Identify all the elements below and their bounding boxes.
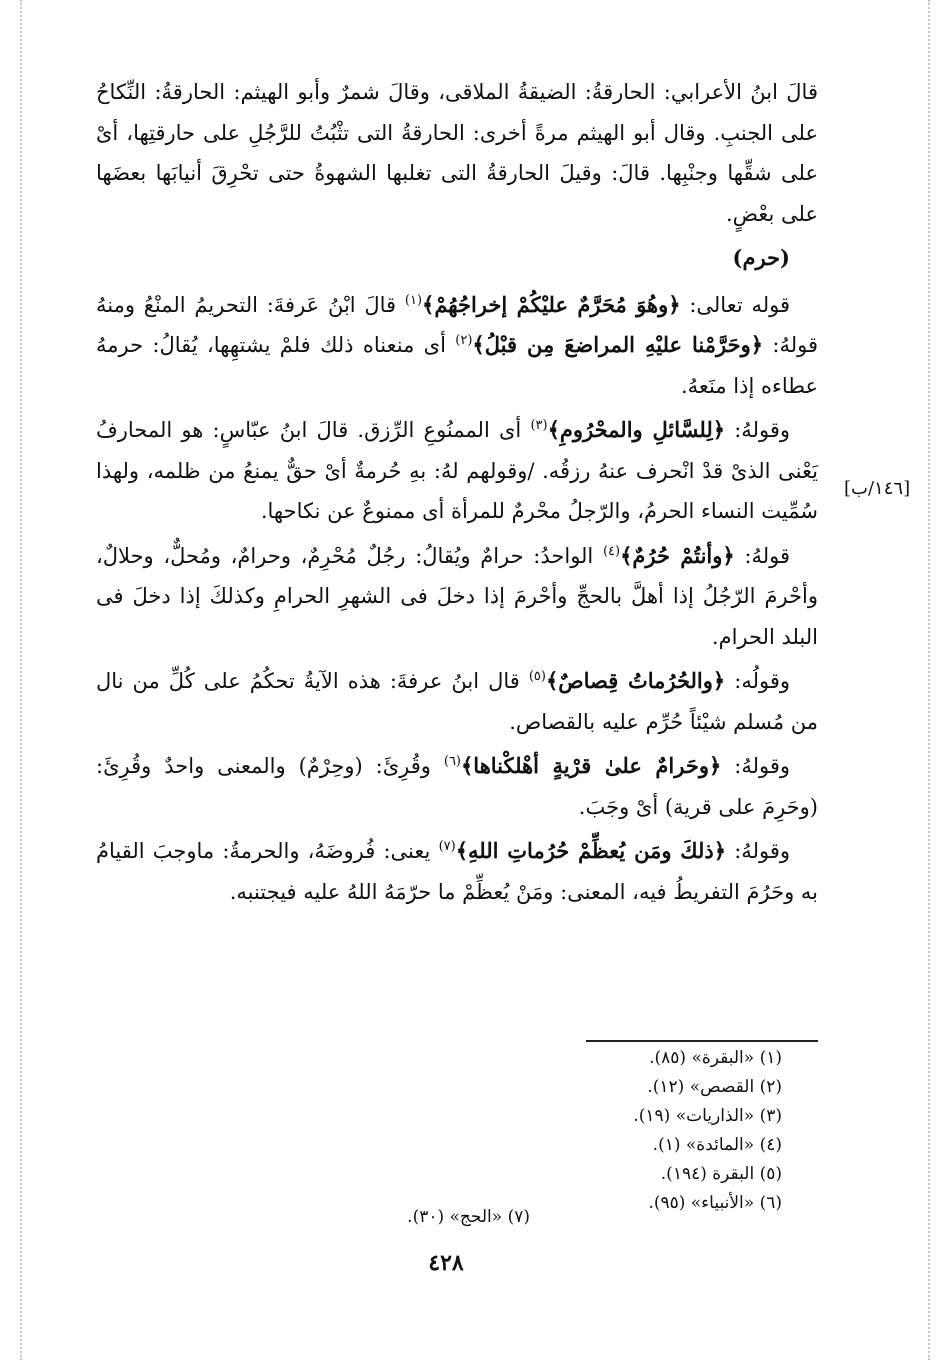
paragraph-2-mid: قالَ ابْنُ عَرفةَ: التحريمُ المنْعُ ومنهُ قولهُ:: [96, 292, 819, 357]
paragraph-2-post: أى منعناه ذلك فلمْ يشتهِها، يُقالُ: حرمهُ عطاءه إذا منَعهُ.: [96, 333, 818, 398]
binding-dots-right: [928, 0, 930, 1360]
paragraph-6-pre: وقولهُ:: [721, 754, 791, 778]
footnote-1: (١) «البقرة» (٨٥).: [649, 1048, 782, 1068]
footnote-ref-4: (٤): [602, 543, 621, 559]
paragraph-7: [96, 831, 818, 912]
paragraph-3-pre: وقولهُ:: [725, 418, 790, 442]
quran-quote-7: ﴿ذلكَ ومَن يُعظِّمْ حُرُماتِ اللهِ﴾: [455, 838, 727, 863]
quran-quote-5: ﴿والحُرُماتُ قِصاصٌ﴾: [545, 668, 726, 693]
binding-dots-left: [20, 0, 22, 1360]
footnote-6: (٦) «الأنبياء» (٩٥).: [648, 1193, 782, 1213]
footnote-ref-2: (٢): [455, 333, 473, 348]
page-number: ٤٢٨: [428, 1250, 464, 1276]
paragraph-3-post: أى الممنُوعِ الرِّزق. قالَ ابنُ عبّاسٍ: هو المحارفُ يَعْنى الذىْ قدْ انْحرف عنهُ رزقُه. /وقولهم لهُ: بهِ حُرمةٌ أىْ حقٌّ يمنعُ من ظلمه، ولهذا سُمِّيت النساء الحرمُ، والرّجلُ محْرمٌ للمرأة أى ممنوعٌ عن نكاحها.: [96, 418, 818, 523]
paragraph-1: قالَ ابنُ الأعرابي: الحارقةُ: الضيقةُ الملاقى، وقالَ شمرٌ وأبو الهيثم: الحارقةُ: النِّكاحُ على الجنبِ. وقال أبو الهيثم مرةً أخرى: الحارقةُ التى تثْبُتُ للرَّجُلِ على حارقتِها، أىْ على شقِّها وجنْبِها. قالَ: وقيلَ الحارقةُ التى تغلبها الشهوةُ حتى تحْرِقَ أنيابَها بعضَها على بعْضٍ.: [96, 80, 818, 226]
footnote-3: (٣) «الذاريات» (١٩).: [633, 1106, 782, 1126]
paragraph-6-post: وقُرِئَ: (وحِرْمٌ) والمعنى واحدٌ وقُرِئَ: (وحَرِمَ على قرية) أىْ وجَبَ.: [96, 754, 818, 819]
main-text: [96, 72, 818, 916]
quran-quote-2: ﴿وحَرَّمْنا عليْهِ المراضعَ مِن قبْلُ﴾: [472, 332, 764, 357]
footnote-7: (٧) «الحج» (٣٠).: [407, 1207, 530, 1227]
paragraph-6: [96, 746, 818, 827]
paragraph-4: [96, 536, 818, 658]
paragraph-5: [96, 661, 818, 742]
quran-quote-6: ﴿وحَرامٌ علىٰ قرْيةٍ أهْلكْناها﴾: [461, 753, 722, 778]
section-heading: (حرم): [732, 245, 790, 270]
paragraph-7-pre: وقولهُ:: [726, 839, 790, 863]
paragraph-5-pre: وقولُه:: [725, 669, 790, 693]
quran-quote-4: ﴿وأنتُمْ حُرُمٌ﴾: [620, 542, 735, 568]
footnotes-list: [560, 1044, 782, 1218]
paragraph-2: [96, 285, 818, 407]
paragraph-4-pre: قولهُ:: [734, 543, 791, 568]
footnote-5: (٥) البقرة (١٩٤).: [660, 1164, 782, 1184]
quran-quote-1: ﴿وهُوَ مُحَرَّمٌ عليْكُمْ إخراجُهُمْ﴾: [422, 291, 681, 317]
paragraph-4-post: الواحدُ: حرامٌ ويُقالُ: رجُلٌ مُحْرِمٌ، وحرامٌ، ومُحلٌّ، وحلالٌ، وأحْرمَ الرّجُلُ إذا أهلَّ بالحجِّ وأحْرمَ إذا دخلَ فى الشهرِ الحرامِ وكذلكَ إذا دخلَ فى البلد الحرام.: [96, 543, 818, 649]
quran-quote-3: ﴿لِلسَّائلِ والمحْرُومِ﴾: [547, 417, 726, 442]
footnote-4: (٤) «المائدة» (١).: [652, 1135, 782, 1155]
footnote-ref-7: (٧): [438, 839, 456, 854]
footnote-ref-3: (٣): [530, 418, 548, 433]
folio-margin-note: [١٤٦/ب]: [844, 478, 911, 499]
footnote-2: (٢) القصص» (١٢).: [647, 1077, 782, 1097]
paragraph-2-pre: قوله تعالى:: [680, 292, 790, 317]
footnote-ref-5: (٥): [528, 669, 546, 684]
paragraph-7-post: يعنى: فُروضَهُ، والحرمةُ: ماوجبَ القيامُ به وحَرُمَ التفريطُ فيه، المعنى: ومَنْ يُعظِّمْ ما حرّمَهُ اللهُ عليه فيجتنبه.: [96, 839, 818, 904]
footnote-ref-6: (٦): [443, 754, 461, 769]
footnote-ref-1: (١): [404, 292, 423, 308]
footnote-divider: [586, 1040, 818, 1042]
paragraph-5-post: قال ابنُ عرفةَ: هذه الآيةُ تحكُمُ على كُلِّ من نال من مُسلم شيْئاً حُرِّم عليه بالقصاص.: [96, 669, 818, 734]
paragraph-3: [96, 410, 818, 532]
